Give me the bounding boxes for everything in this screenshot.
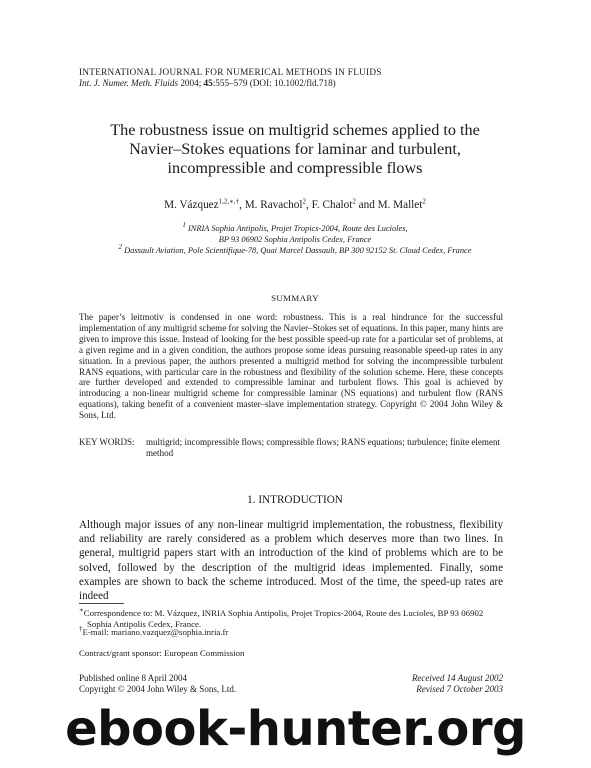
abstract-text: The paper’s leitmotiv is condensed in one word: robustness. This is a real hindrance for the successful implementation of any multigrid scheme for solving the Navier–Stokes set of equations. In this paper, many hints are given to improve this issue. Instead of looking for the best possible speed-up rate for a particular set of problems, at a given regime and in a given condition, the authors propose some ideas pursuing reasonable speed-up rates in any situation. In a previous paper, the authors presented a multigrid method for solving the incompressible turbulent RANS equations, with particular care in the robustness and flexibility of the solution scheme. Here, these concepts are further developed and extended to compressible laminar and turbulent flows. This goal is achieved by introducing a non-linear multigrid scheme for compressible laminar (NS equations) and turbulent flow (RANS equations), taking benefit of a convenient master–slave implementation strategy. Copyright © 2004 John Wiley & Sons, Ltd. xyxy=(79,312,503,421)
affiliation-line: Dassault Aviation, Pole Scientifique-78, Quai Marcel Dassault, BP 300 92152 St. Cloud Cedex, France xyxy=(124,246,472,255)
copyright-notice: Copyright © 2004 John Wiley & Sons, Ltd. xyxy=(79,684,237,694)
summary-heading: SUMMARY xyxy=(271,293,319,303)
received-date: Received 14 August 2002 xyxy=(411,673,503,683)
affiliation-2 xyxy=(60,245,530,256)
email-text: E-mail: mariano.vazquez@sophia.inria.fr xyxy=(82,627,229,637)
author-sep: , xyxy=(306,199,312,211)
keywords-label: KEY WORDS: xyxy=(79,437,135,447)
author-list xyxy=(60,198,530,212)
author-name: M. Ravachol xyxy=(244,199,303,211)
citation-year: 2004; xyxy=(178,78,204,88)
author-sep: and xyxy=(355,199,378,211)
affiliation-1 xyxy=(60,223,530,245)
affiliation-sup: 1 xyxy=(182,221,186,230)
footnote-divider xyxy=(79,603,124,604)
title-line: incompressible and compressible flows xyxy=(167,159,423,177)
footnote-mark: † xyxy=(79,625,83,634)
author-name: M. Mallet xyxy=(377,199,423,211)
citation-volume: 45 xyxy=(203,78,213,88)
keywords xyxy=(79,437,503,459)
citation-pages-doi: :555–579 (DOI: 10.1002/fld.718) xyxy=(212,78,336,88)
grant-sponsor: Contract/grant sponsor: European Commission xyxy=(79,648,245,658)
keywords-text: multigrid; incompressible flows; compressible flows; RANS equations; turbulence; finite element method xyxy=(146,437,501,458)
watermark-logo: ebook-hunter.org xyxy=(65,701,526,757)
author-sup: 2 xyxy=(302,197,306,206)
author-name: F. Chalot xyxy=(311,199,353,211)
footnote-mark: ∗ xyxy=(79,606,84,615)
author-sup: 2 xyxy=(352,197,356,206)
citation-prefix: Int. J. Numer. Meth. Fluids xyxy=(79,78,179,88)
author-sup: 1,2,∗,† xyxy=(218,197,240,206)
published-online: Published online 8 April 2004 xyxy=(79,673,187,683)
paper-title xyxy=(60,121,530,178)
author-sup: 2 xyxy=(422,197,426,206)
footnote-line: Sophia Antipolis Cedex, France. xyxy=(87,619,202,629)
footnote-email xyxy=(79,627,503,638)
revised-date: Revised 7 October 2003 xyxy=(416,684,503,694)
introduction-text: Although major issues of any non-linear multigrid implementation, the robustness, flexibility and reliability are rarely considered as a problem which deserves more than two lines. In general, multigrid papers start with an introduction of the kind of problems which are to be solved, followed by the description of the multigrid ideas implemented. Finally, some examples are shown to back the scheme introduced. Most of the time, the speed-up rates are indeed xyxy=(79,519,503,603)
affiliation-line: INRIA Sophia Antipolis, Projet Tropics-2004, Route des Lucioles, xyxy=(187,224,408,233)
journal-name: INTERNATIONAL JOURNAL FOR NUMERICAL METHODS IN FLUIDS xyxy=(79,67,382,77)
affiliation-line: BP 93 06902 Sophia Antipolis Cedex, France xyxy=(218,235,372,244)
footnote-line: Correspondence to: M. Vázquez, INRIA Sophia Antipolis, Projet Tropics-2004, Route des Lucioles, BP 93 06902 xyxy=(83,608,484,618)
affiliation-sup: 2 xyxy=(118,243,123,252)
author-sep: , xyxy=(239,199,245,211)
section-heading: 1. INTRODUCTION xyxy=(247,494,343,506)
title-line: The robustness issue on multigrid schemes applied to the xyxy=(110,121,480,139)
author-name: M. Vázquez xyxy=(164,199,219,211)
journal-citation xyxy=(79,77,336,89)
title-line: Navier–Stokes equations for laminar and turbulent, xyxy=(129,140,461,158)
